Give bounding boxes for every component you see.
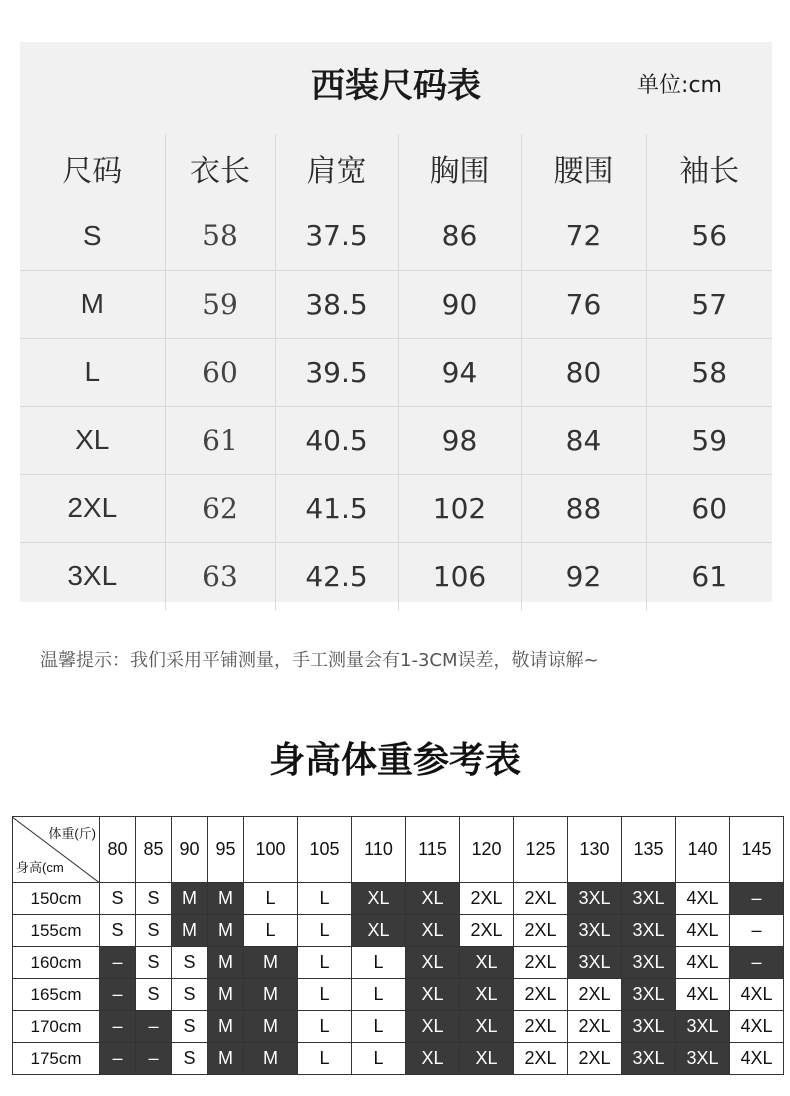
size-value-cell: 76 xyxy=(521,270,646,338)
size-chart-panel xyxy=(20,42,772,602)
weight-header-cell: 90 xyxy=(172,817,208,883)
recommended-size-cell: XL xyxy=(406,1043,460,1075)
weight-header-cell: 125 xyxy=(514,817,568,883)
size-value-cell: 61 xyxy=(165,406,275,474)
recommended-size-cell: S xyxy=(136,979,172,1011)
recommended-size-cell: S xyxy=(136,947,172,979)
header-sleeve: 袖长 xyxy=(646,134,772,202)
recommended-size-cell: S xyxy=(100,915,136,947)
recommended-size-cell: XL xyxy=(406,947,460,979)
recommended-size-cell: L xyxy=(352,1043,406,1075)
recommended-size-cell: L xyxy=(298,1043,352,1075)
size-value-cell: 102 xyxy=(398,474,521,542)
recommended-size-cell: – xyxy=(730,915,784,947)
recommended-size-cell: M xyxy=(208,947,244,979)
recommended-size-cell: 4XL xyxy=(730,979,784,1011)
size-row xyxy=(20,406,772,474)
size-value-cell: 62 xyxy=(165,474,275,542)
weight-header-cell: 115 xyxy=(406,817,460,883)
size-value-cell: 72 xyxy=(521,202,646,270)
recommended-size-cell: 2XL xyxy=(514,915,568,947)
recommended-size-cell: S xyxy=(172,979,208,1011)
weight-header-cell: 140 xyxy=(676,817,730,883)
weight-header-cell: 145 xyxy=(730,817,784,883)
size-value-cell: 59 xyxy=(165,270,275,338)
recommended-size-cell: M xyxy=(244,979,298,1011)
recommended-size-cell: M xyxy=(208,883,244,915)
weight-header-cell: 110 xyxy=(352,817,406,883)
recommended-size-cell: – xyxy=(136,1011,172,1043)
recommended-size-cell: 2XL xyxy=(460,915,514,947)
header-length: 衣长 xyxy=(165,134,275,202)
size-label-cell: L xyxy=(20,338,165,406)
height-row xyxy=(13,947,784,979)
recommended-size-cell: XL xyxy=(460,1043,514,1075)
recommended-size-cell: S xyxy=(172,1043,208,1075)
size-value-cell: 41.5 xyxy=(275,474,398,542)
recommended-size-cell: M xyxy=(208,915,244,947)
recommended-size-cell: L xyxy=(298,979,352,1011)
recommended-size-cell: 3XL xyxy=(676,1011,730,1043)
size-value-cell: 59 xyxy=(646,406,772,474)
recommended-size-cell: XL xyxy=(406,883,460,915)
recommended-size-cell: L xyxy=(352,947,406,979)
recommended-size-cell: – xyxy=(100,1043,136,1075)
recommended-size-cell: 2XL xyxy=(514,979,568,1011)
recommended-size-cell: 2XL xyxy=(460,883,514,915)
recommended-size-cell: 3XL xyxy=(622,947,676,979)
recommended-size-cell: L xyxy=(298,947,352,979)
weight-header-cell: 80 xyxy=(100,817,136,883)
recommended-size-cell: S xyxy=(100,883,136,915)
recommended-size-cell: 4XL xyxy=(676,947,730,979)
weight-header-cell: 120 xyxy=(460,817,514,883)
height-label-cell: 150cm xyxy=(13,883,100,915)
weight-header-cell: 95 xyxy=(208,817,244,883)
size-value-cell: 80 xyxy=(521,338,646,406)
recommended-size-cell: L xyxy=(298,1011,352,1043)
recommended-size-cell: 3XL xyxy=(676,1043,730,1075)
height-row xyxy=(13,883,784,915)
height-label-cell: 175cm xyxy=(13,1043,100,1075)
weight-header-cell: 100 xyxy=(244,817,298,883)
recommended-size-cell: M xyxy=(172,883,208,915)
recommended-size-cell: XL xyxy=(352,915,406,947)
recommended-size-cell: 3XL xyxy=(568,915,622,947)
size-row xyxy=(20,270,772,338)
size-value-cell: 40.5 xyxy=(275,406,398,474)
size-label-cell: M xyxy=(20,270,165,338)
recommended-size-cell: M xyxy=(208,1011,244,1043)
size-value-cell: 63 xyxy=(165,542,275,610)
header-shoulder: 肩宽 xyxy=(275,134,398,202)
height-label-cell: 160cm xyxy=(13,947,100,979)
size-value-cell: 88 xyxy=(521,474,646,542)
recommended-size-cell: 2XL xyxy=(514,1011,568,1043)
recommended-size-cell: 3XL xyxy=(568,947,622,979)
size-label-cell: 2XL xyxy=(20,474,165,542)
size-row xyxy=(20,542,772,610)
recommended-size-cell: L xyxy=(298,915,352,947)
recommended-size-cell: 2XL xyxy=(568,979,622,1011)
recommended-size-cell: XL xyxy=(406,979,460,1011)
recommended-size-cell: XL xyxy=(352,883,406,915)
size-value-cell: 56 xyxy=(646,202,772,270)
reference-title: 身高体重参考表 xyxy=(268,740,521,781)
recommended-size-cell: M xyxy=(244,1011,298,1043)
recommended-size-cell: S xyxy=(136,915,172,947)
size-value-cell: 42.5 xyxy=(275,542,398,610)
size-chart-title: 西装尺码表 xyxy=(311,66,481,106)
weight-header-cell: 85 xyxy=(136,817,172,883)
recommended-size-cell: XL xyxy=(460,947,514,979)
size-value-cell: 61 xyxy=(646,542,772,610)
recommended-size-cell: – xyxy=(730,883,784,915)
height-label-cell: 170cm xyxy=(13,1011,100,1043)
recommended-size-cell: 2XL xyxy=(568,1043,622,1075)
recommended-size-cell: L xyxy=(352,979,406,1011)
recommended-size-cell: 2XL xyxy=(514,947,568,979)
recommended-size-cell: 2XL xyxy=(514,883,568,915)
size-value-cell: 94 xyxy=(398,338,521,406)
size-value-cell: 106 xyxy=(398,542,521,610)
height-weight-table xyxy=(12,816,784,1075)
recommended-size-cell: M xyxy=(208,1043,244,1075)
size-value-cell: 37.5 xyxy=(275,202,398,270)
size-row xyxy=(20,202,772,270)
header-chest: 胸围 xyxy=(398,134,521,202)
recommended-size-cell: – xyxy=(100,947,136,979)
recommended-size-cell: 3XL xyxy=(622,979,676,1011)
size-value-cell: 58 xyxy=(646,338,772,406)
size-value-cell: 98 xyxy=(398,406,521,474)
recommended-size-cell: – xyxy=(136,1043,172,1075)
height-row xyxy=(13,915,784,947)
size-chart-unit: 单位:cm xyxy=(637,73,722,98)
recommended-size-cell: M xyxy=(244,1043,298,1075)
recommended-size-cell: XL xyxy=(460,1011,514,1043)
size-row xyxy=(20,338,772,406)
size-table xyxy=(20,134,772,610)
height-axis-label: 身高(cm xyxy=(16,860,64,875)
height-row xyxy=(13,1011,784,1043)
recommended-size-cell: S xyxy=(172,947,208,979)
weight-header-cell: 130 xyxy=(568,817,622,883)
recommended-size-cell: XL xyxy=(406,1011,460,1043)
recommended-size-cell: 3XL xyxy=(568,883,622,915)
header-waist: 腰围 xyxy=(521,134,646,202)
size-value-cell: 38.5 xyxy=(275,270,398,338)
size-value-cell: 90 xyxy=(398,270,521,338)
recommended-size-cell: – xyxy=(100,1011,136,1043)
recommended-size-cell: S xyxy=(136,883,172,915)
recommended-size-cell: 4XL xyxy=(730,1043,784,1075)
recommended-size-cell: 3XL xyxy=(622,1043,676,1075)
size-row xyxy=(20,474,772,542)
recommended-size-cell: L xyxy=(352,1011,406,1043)
size-value-cell: 60 xyxy=(165,338,275,406)
recommended-size-cell: 2XL xyxy=(514,1043,568,1075)
size-label-cell: XL xyxy=(20,406,165,474)
height-label-cell: 155cm xyxy=(13,915,100,947)
height-row xyxy=(13,1043,784,1075)
weight-header-row xyxy=(13,817,784,883)
weight-header-cell: 135 xyxy=(622,817,676,883)
size-value-cell: 58 xyxy=(165,202,275,270)
size-value-cell: 84 xyxy=(521,406,646,474)
recommended-size-cell: M xyxy=(172,915,208,947)
recommended-size-cell: 2XL xyxy=(568,1011,622,1043)
size-value-cell: 86 xyxy=(398,202,521,270)
recommended-size-cell: S xyxy=(172,1011,208,1043)
height-label-cell: 165cm xyxy=(13,979,100,1011)
recommended-size-cell: L xyxy=(244,883,298,915)
height-row xyxy=(13,979,784,1011)
measurement-note: 温馨提示：我们采用平铺测量，手工测量会有1-3CM误差，敬请谅解~ xyxy=(40,650,599,671)
size-value-cell: 92 xyxy=(521,542,646,610)
recommended-size-cell: 4XL xyxy=(676,979,730,1011)
recommended-size-cell: 3XL xyxy=(622,883,676,915)
recommended-size-cell: – xyxy=(730,947,784,979)
recommended-size-cell: 3XL xyxy=(622,915,676,947)
recommended-size-cell: M xyxy=(208,979,244,1011)
recommended-size-cell: L xyxy=(298,883,352,915)
corner-cell xyxy=(13,817,100,883)
recommended-size-cell: 4XL xyxy=(676,915,730,947)
recommended-size-cell: L xyxy=(244,915,298,947)
recommended-size-cell: 4XL xyxy=(730,1011,784,1043)
recommended-size-cell: XL xyxy=(460,979,514,1011)
size-label-cell: S xyxy=(82,219,102,251)
size-value-cell: 60 xyxy=(646,474,772,542)
weight-header-cell: 105 xyxy=(298,817,352,883)
size-table-header-row xyxy=(20,134,772,202)
size-label-cell: 3XL xyxy=(20,542,165,610)
weight-axis-label: 体重(斤) xyxy=(48,826,96,841)
size-value-cell: 57 xyxy=(646,270,772,338)
recommended-size-cell: XL xyxy=(406,915,460,947)
recommended-size-cell: – xyxy=(100,979,136,1011)
header-size: 尺码 xyxy=(62,154,123,189)
recommended-size-cell: 3XL xyxy=(622,1011,676,1043)
recommended-size-cell: M xyxy=(244,947,298,979)
recommended-size-cell: 4XL xyxy=(676,883,730,915)
size-value-cell: 39.5 xyxy=(275,338,398,406)
